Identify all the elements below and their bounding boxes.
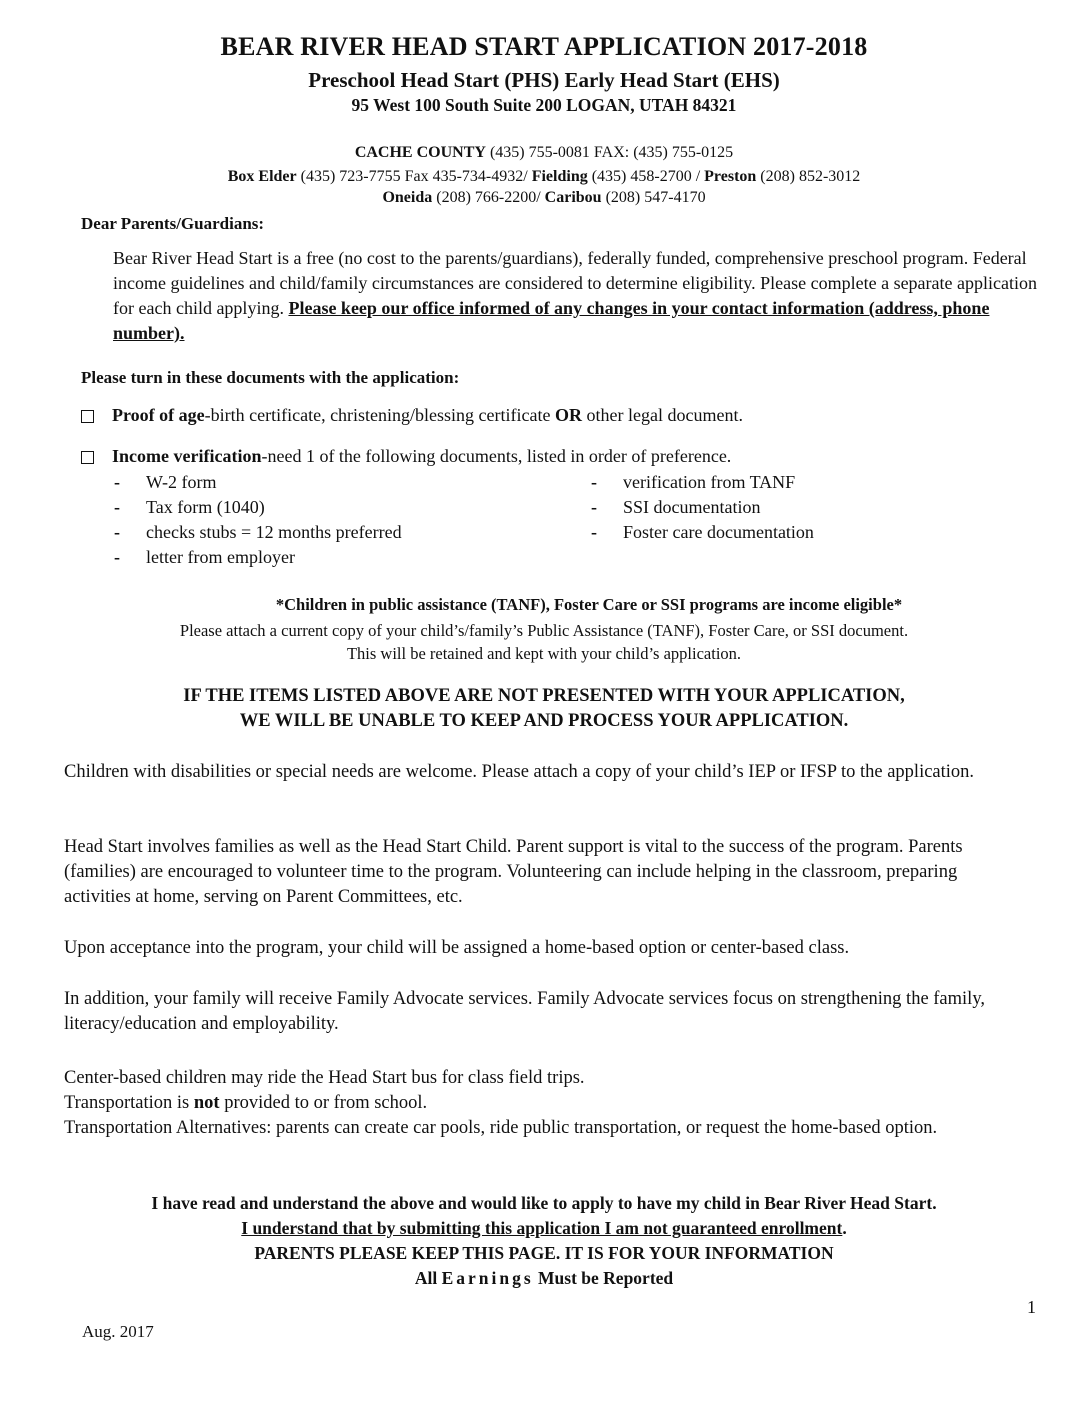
checklist-item-proof-of-age <box>81 405 743 426</box>
list-item <box>591 470 814 495</box>
income-documents-left-list <box>114 470 402 570</box>
closing-statement <box>0 1191 1088 1291</box>
list-item <box>591 495 814 520</box>
enrollment-disclaimer: I understand that by submitting this application I am not guaranteed enrollment <box>241 1218 843 1238</box>
transport-text: Transportation is <box>64 1093 194 1113</box>
list-item-text: Foster care documentation <box>623 522 814 542</box>
checklist-detail: -birth certificate, christening/blessing certificate <box>204 405 555 425</box>
contact-oneida-line <box>0 189 1088 207</box>
contact-text: (435) 458-2700 / <box>587 168 705 185</box>
list-item <box>114 545 402 570</box>
transport-line <box>64 1091 1024 1116</box>
contact-label: Oneida <box>382 189 433 206</box>
intro-paragraph <box>113 246 1048 346</box>
closing-text: Must be Reported <box>533 1268 674 1288</box>
transportation-paragraph <box>64 1066 1024 1141</box>
bus-line: Center-based children may ride the Head Start bus for class field trips. <box>64 1068 585 1088</box>
list-item <box>114 470 402 495</box>
family-involvement-paragraph: Head Start involves families as well as the Head Start Child. Parent support is vital to the success of the program. Parents (families) are encouraged to volunteer time to the program. Volunteering can include helping in the classroom, preparing activities at home, serving on Parent Committees, etc. <box>64 837 963 907</box>
missing-items-warning <box>0 684 1088 734</box>
list-item-text: SSI documentation <box>623 497 761 517</box>
checkbox-icon <box>81 451 94 464</box>
intro-text: Bear River Head Start is a free (no cost to the parents/guardians), federally funded, comprehensive preschool program. Federal income guidelines and child/family circumstances are considered to determine eligibility. Please complete a separate application for each child applying. <box>113 248 1037 318</box>
contact-text: (208) 547-4170 <box>601 189 706 206</box>
disabilities-paragraph: Children with disabilities or special needs are welcome. Please attach a copy of your child’s IEP or IFSP to the application. <box>64 762 975 782</box>
warning-line: WE WILL BE UNABLE TO KEEP AND PROCESS YOUR APPLICATION. <box>239 711 849 731</box>
list-item <box>114 520 402 545</box>
closing-spaced-word: Earnings <box>441 1268 534 1288</box>
attach-note-line: This will be retained and kept with your child’s application. <box>346 644 742 663</box>
alternatives-line: Transportation Alternatives: parents can create car pools, ride public transportation, or request the home-based option. <box>64 1118 938 1138</box>
closing-line: PARENTS PLEASE KEEP THIS PAGE. IT IS FOR YOUR INFORMATION <box>254 1243 834 1263</box>
office-address: 95 West 100 South Suite 200 LOGAN, UTAH 84321 <box>351 95 737 115</box>
list-item-text: W-2 form <box>146 472 217 492</box>
dash-bullet: - <box>114 472 120 492</box>
dash-bullet: - <box>591 472 597 492</box>
greeting: Dear Parents/Guardians: <box>81 214 265 233</box>
closing-line <box>0 1266 1088 1291</box>
contact-box-elder-line <box>0 168 1088 186</box>
income-documents-right-list <box>591 470 814 545</box>
checklist-detail: other legal document. <box>582 405 743 425</box>
checklist-detail: -need 1 of the following documents, listed in order of preference. <box>261 446 732 466</box>
page-title: BEAR RIVER HEAD START APPLICATION 2017-2018 <box>220 32 868 61</box>
closing-period: . <box>842 1218 847 1238</box>
intro-emphasis: Please keep our office informed of any changes in your contact information (address, phone number). <box>113 298 990 343</box>
dash-bullet: - <box>114 497 120 517</box>
footer-date: Aug. 2017 <box>82 1322 154 1341</box>
contact-label: Preston <box>704 168 757 185</box>
contact-text: (435) 723-7755 Fax 435-734-4932/ <box>296 168 532 185</box>
list-item <box>114 495 402 520</box>
checklist-label: Proof of age <box>112 405 205 425</box>
contact-text: (208) 852-3012 <box>756 168 861 185</box>
closing-line: I have read and understand the above and would like to apply to have my child in Bear River Head Start. <box>151 1193 937 1213</box>
list-item-text: letter from employer <box>146 547 295 567</box>
checkbox-icon <box>81 410 94 423</box>
dash-bullet: - <box>114 547 120 567</box>
checklist-or: OR <box>555 405 582 425</box>
contact-text: (435) 755-0081 FAX: (435) 755-0125 <box>485 144 734 161</box>
contact-cache-county <box>0 144 1088 162</box>
contact-label: Fielding <box>531 168 588 185</box>
checklist-text <box>112 446 731 467</box>
list-item-text: Tax form (1040) <box>146 497 265 517</box>
documents-heading: Please turn in these documents with the application: <box>81 368 460 387</box>
acceptance-paragraph: Upon acceptance into the program, your child will be assigned a home-based option or center-based class. <box>64 938 850 958</box>
list-item-text: verification from TANF <box>623 472 796 492</box>
contact-label: CACHE COUNTY <box>354 144 486 161</box>
transport-text: provided to or from school. <box>219 1093 428 1113</box>
attach-note-line: Please attach a current copy of your child’s/family’s Public Assistance (TANF), Foster Care, or SSI document. <box>179 621 909 640</box>
dash-bullet: - <box>114 522 120 542</box>
contact-text: (208) 766-2200/ <box>432 189 545 206</box>
list-item-text: checks stubs = 12 months preferred <box>146 522 402 542</box>
contact-label: Box Elder <box>227 168 297 185</box>
checklist-item-income-verification <box>81 446 731 467</box>
checklist-label: Income verification <box>112 446 262 466</box>
checklist-text <box>112 405 743 426</box>
warning-line: IF THE ITEMS LISTED ABOVE ARE NOT PRESENTED WITH YOUR APPLICATION, <box>183 686 905 706</box>
closing-line <box>0 1216 1088 1241</box>
contact-label: Caribou <box>544 189 602 206</box>
dash-bullet: - <box>591 522 597 542</box>
page-subtitle: Preschool Head Start (PHS) Early Head Start (EHS) <box>308 68 780 92</box>
income-eligible-note: *Children in public assistance (TANF), Foster Care or SSI programs are income eligible* <box>275 595 903 614</box>
transport-not: not <box>193 1093 220 1113</box>
list-item <box>591 520 814 545</box>
page-number: 1 <box>1027 1297 1036 1317</box>
attach-document-note <box>0 619 1088 665</box>
dash-bullet: - <box>591 497 597 517</box>
family-advocate-paragraph: In addition, your family will receive Family Advocate services. Family Advocate services focus on strengthening the family, literacy/education and employability. <box>64 989 985 1034</box>
closing-text: All <box>414 1268 442 1288</box>
